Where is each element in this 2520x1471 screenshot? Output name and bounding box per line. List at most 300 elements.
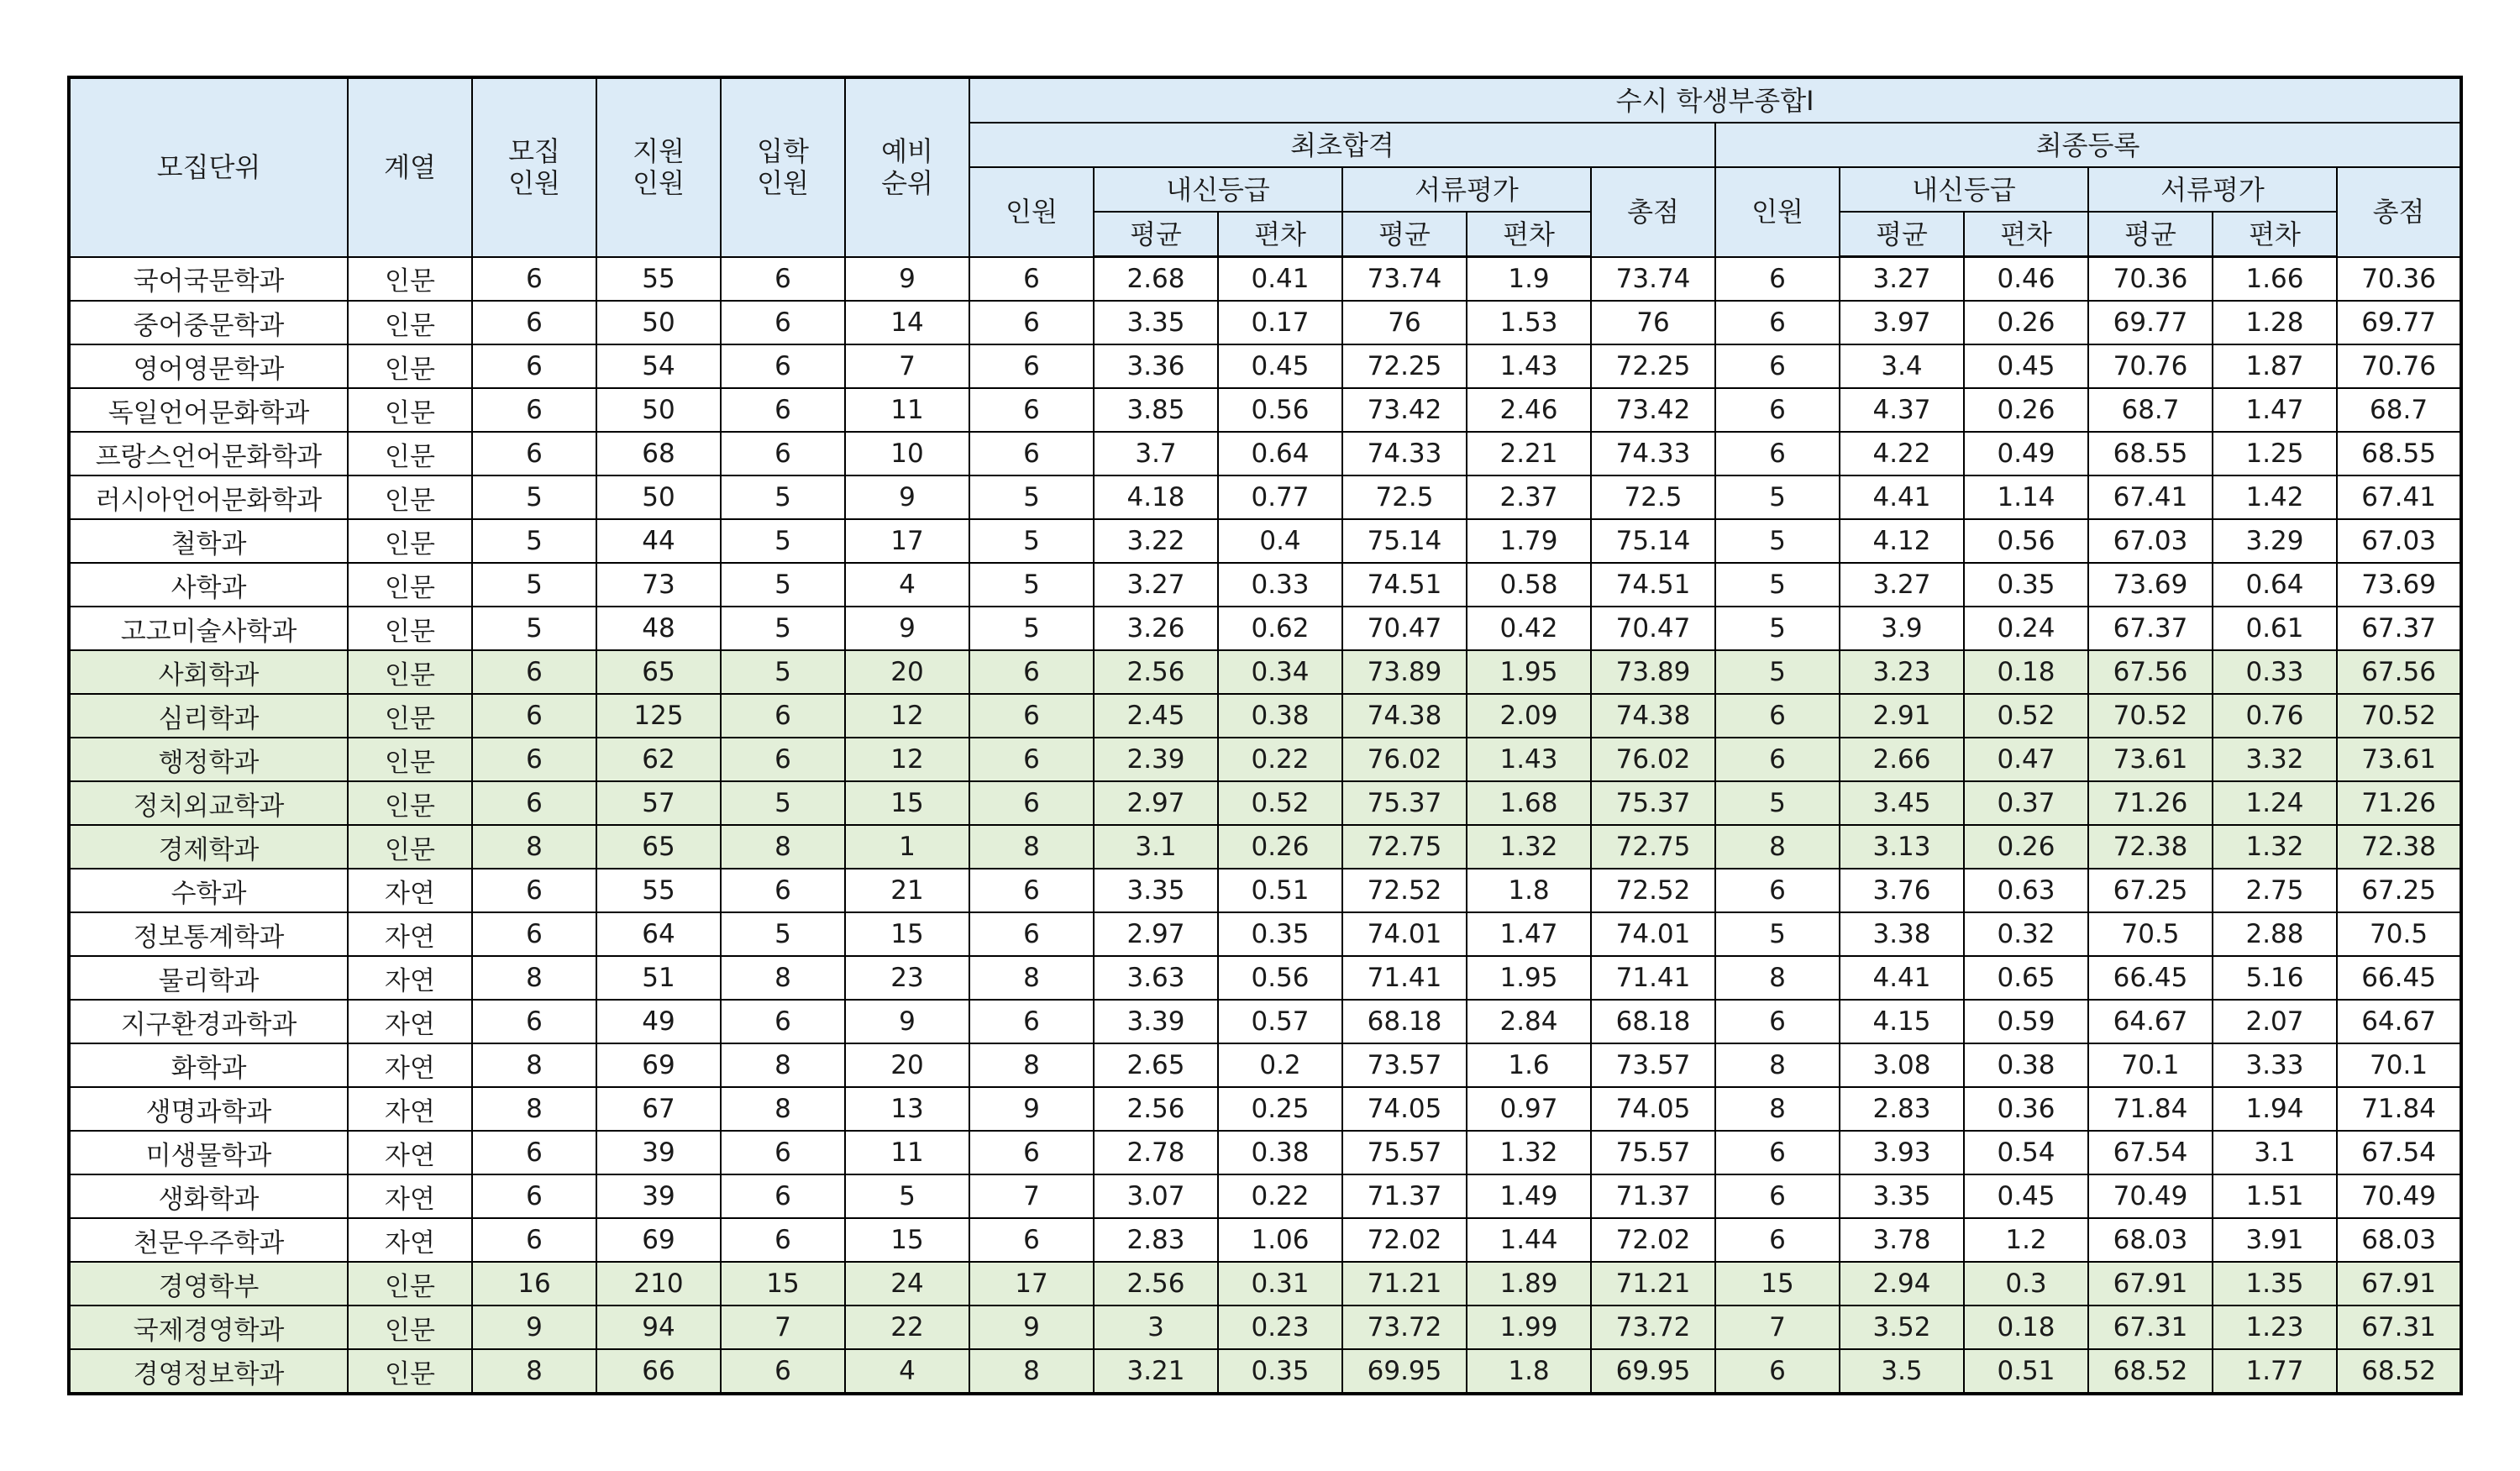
cell-first-total: 74.38 — [1591, 694, 1715, 738]
cell-admit-count: 5 — [721, 475, 845, 519]
header-first-count: 인원 — [969, 167, 1094, 257]
cell-category: 인문 — [348, 563, 472, 607]
cell-first-naesin-dev: 0.22 — [1218, 738, 1342, 781]
cell-first-docs-avg: 72.52 — [1342, 869, 1467, 912]
cell-first-docs-avg: 75.37 — [1342, 781, 1467, 825]
cell-final-docs-dev: 1.66 — [2213, 257, 2337, 302]
cell-first-docs-avg: 74.05 — [1342, 1087, 1467, 1131]
cell-apply-count: 55 — [596, 869, 721, 912]
cell-admit-count: 6 — [721, 1131, 845, 1174]
cell-admit-count: 15 — [721, 1262, 845, 1306]
cell-category: 자연 — [348, 956, 472, 1000]
cell-recruit-count: 6 — [472, 869, 596, 912]
cell-final-total: 73.61 — [2337, 738, 2461, 781]
cell-final-count: 6 — [1715, 1174, 1840, 1218]
cell-waitlist-rank: 12 — [845, 694, 969, 738]
cell-admit-count: 6 — [721, 1000, 845, 1043]
header-final-naesin: 내신등급 — [1840, 167, 2088, 212]
cell-unit-name: 화학과 — [69, 1043, 348, 1087]
cell-final-docs-avg: 67.25 — [2088, 869, 2213, 912]
cell-unit-name: 경영정보학과 — [69, 1349, 348, 1394]
cell-waitlist-rank: 22 — [845, 1306, 969, 1349]
cell-category: 자연 — [348, 1000, 472, 1043]
cell-apply-count: 73 — [596, 563, 721, 607]
cell-first-naesin-avg: 3.36 — [1094, 344, 1218, 388]
cell-first-count: 6 — [969, 257, 1094, 302]
cell-waitlist-rank: 15 — [845, 912, 969, 956]
cell-final-naesin-dev: 0.38 — [1964, 1043, 2088, 1087]
cell-final-count: 6 — [1715, 869, 1840, 912]
cell-first-docs-dev: 2.09 — [1467, 694, 1591, 738]
cell-final-naesin-dev: 0.18 — [1964, 1306, 2088, 1349]
cell-final-docs-avg: 68.7 — [2088, 388, 2213, 432]
cell-first-total: 70.47 — [1591, 607, 1715, 650]
cell-final-naesin-dev: 0.51 — [1964, 1349, 2088, 1394]
cell-final-total: 72.38 — [2337, 825, 2461, 869]
cell-final-naesin-avg: 3.45 — [1840, 781, 1964, 825]
header-final-reg: 최종등록 — [1715, 123, 2461, 167]
cell-final-docs-avg: 67.91 — [2088, 1262, 2213, 1306]
cell-first-naesin-avg: 2.45 — [1094, 694, 1218, 738]
cell-admit-count: 8 — [721, 825, 845, 869]
cell-final-count: 6 — [1715, 257, 1840, 302]
cell-apply-count: 69 — [596, 1043, 721, 1087]
cell-recruit-count: 9 — [472, 1306, 596, 1349]
cell-final-count: 8 — [1715, 825, 1840, 869]
header-admit: 입학 인원 — [721, 77, 845, 257]
cell-first-naesin-avg: 3.85 — [1094, 388, 1218, 432]
cell-category: 자연 — [348, 1218, 472, 1262]
cell-unit-name: 영어영문학과 — [69, 344, 348, 388]
table-row — [69, 301, 2461, 344]
cell-first-naesin-dev: 0.25 — [1218, 1087, 1342, 1131]
cell-final-docs-avg: 67.56 — [2088, 650, 2213, 694]
cell-final-count: 6 — [1715, 694, 1840, 738]
cell-first-docs-dev: 2.21 — [1467, 432, 1591, 475]
cell-first-docs-dev: 1.8 — [1467, 869, 1591, 912]
cell-first-docs-dev: 1.95 — [1467, 650, 1591, 694]
cell-final-docs-avg: 68.52 — [2088, 1349, 2213, 1394]
cell-first-count: 8 — [969, 825, 1094, 869]
cell-final-docs-dev: 1.47 — [2213, 388, 2337, 432]
cell-first-docs-dev: 1.79 — [1467, 519, 1591, 563]
cell-first-count: 17 — [969, 1262, 1094, 1306]
cell-final-docs-avg: 73.69 — [2088, 563, 2213, 607]
cell-final-docs-avg: 70.36 — [2088, 257, 2213, 302]
cell-first-naesin-dev: 0.77 — [1218, 475, 1342, 519]
table-row — [69, 1174, 2461, 1218]
cell-admit-count: 8 — [721, 1087, 845, 1131]
cell-category: 인문 — [348, 694, 472, 738]
cell-first-total: 71.21 — [1591, 1262, 1715, 1306]
cell-recruit-count: 6 — [472, 344, 596, 388]
cell-waitlist-rank: 20 — [845, 650, 969, 694]
cell-final-naesin-avg: 3.9 — [1840, 607, 1964, 650]
cell-final-count: 15 — [1715, 1262, 1840, 1306]
cell-first-naesin-avg: 3.35 — [1094, 301, 1218, 344]
cell-unit-name: 철학과 — [69, 519, 348, 563]
cell-final-naesin-avg: 4.37 — [1840, 388, 1964, 432]
cell-first-count: 5 — [969, 519, 1094, 563]
cell-waitlist-rank: 24 — [845, 1262, 969, 1306]
cell-recruit-count: 8 — [472, 1087, 596, 1131]
cell-first-naesin-avg: 2.56 — [1094, 1087, 1218, 1131]
header-final-naesin-dev: 편차 — [1964, 212, 2088, 257]
cell-first-total: 72.75 — [1591, 825, 1715, 869]
cell-unit-name: 천문우주학과 — [69, 1218, 348, 1262]
table-row — [69, 475, 2461, 519]
cell-final-total: 67.56 — [2337, 650, 2461, 694]
cell-unit-name: 지구환경과학과 — [69, 1000, 348, 1043]
cell-first-docs-dev: 1.68 — [1467, 781, 1591, 825]
table-row — [69, 1349, 2461, 1394]
cell-final-naesin-avg: 3.4 — [1840, 344, 1964, 388]
cell-first-naesin-avg: 3.1 — [1094, 825, 1218, 869]
cell-final-naesin-dev: 0.18 — [1964, 650, 2088, 694]
cell-first-count: 6 — [969, 1218, 1094, 1262]
cell-first-docs-avg: 69.95 — [1342, 1349, 1467, 1394]
cell-admit-count: 6 — [721, 738, 845, 781]
cell-first-count: 9 — [969, 1306, 1094, 1349]
cell-apply-count: 66 — [596, 1349, 721, 1394]
cell-waitlist-rank: 1 — [845, 825, 969, 869]
cell-first-docs-dev: 1.99 — [1467, 1306, 1591, 1349]
cell-first-total: 72.52 — [1591, 869, 1715, 912]
cell-unit-name: 사학과 — [69, 563, 348, 607]
cell-first-naesin-avg: 3.07 — [1094, 1174, 1218, 1218]
cell-first-docs-dev: 2.37 — [1467, 475, 1591, 519]
cell-first-count: 6 — [969, 301, 1094, 344]
cell-first-docs-dev: 1.8 — [1467, 1349, 1591, 1394]
cell-category: 인문 — [348, 432, 472, 475]
cell-first-docs-dev: 1.9 — [1467, 257, 1591, 302]
cell-first-count: 6 — [969, 781, 1094, 825]
cell-final-docs-avg: 67.37 — [2088, 607, 2213, 650]
cell-waitlist-rank: 4 — [845, 1349, 969, 1394]
cell-final-naesin-dev: 0.3 — [1964, 1262, 2088, 1306]
header-final-naesin-avg: 평균 — [1840, 212, 1964, 257]
cell-apply-count: 39 — [596, 1131, 721, 1174]
header-first-docs-avg: 평균 — [1342, 212, 1467, 257]
cell-waitlist-rank: 5 — [845, 1174, 969, 1218]
cell-final-total: 68.7 — [2337, 388, 2461, 432]
cell-final-naesin-avg: 3.93 — [1840, 1131, 1964, 1174]
cell-apply-count: 50 — [596, 301, 721, 344]
cell-final-naesin-avg: 3.13 — [1840, 825, 1964, 869]
cell-final-naesin-avg: 2.91 — [1840, 694, 1964, 738]
header-first-naesin-dev: 편차 — [1218, 212, 1342, 257]
cell-first-docs-avg: 72.75 — [1342, 825, 1467, 869]
cell-final-docs-dev: 0.33 — [2213, 650, 2337, 694]
cell-first-naesin-avg: 2.68 — [1094, 257, 1218, 302]
cell-category: 인문 — [348, 475, 472, 519]
header-first-docs: 서류평가 — [1342, 167, 1591, 212]
cell-final-count: 6 — [1715, 432, 1840, 475]
cell-recruit-count: 6 — [472, 694, 596, 738]
cell-first-docs-avg: 71.41 — [1342, 956, 1467, 1000]
header-final-docs-dev: 편차 — [2213, 212, 2337, 257]
cell-first-naesin-avg: 2.97 — [1094, 912, 1218, 956]
cell-first-docs-avg: 73.72 — [1342, 1306, 1467, 1349]
cell-category: 인문 — [348, 1349, 472, 1394]
cell-apply-count: 62 — [596, 738, 721, 781]
cell-first-count: 5 — [969, 475, 1094, 519]
header-first-naesin: 내신등급 — [1094, 167, 1342, 212]
cell-waitlist-rank: 23 — [845, 956, 969, 1000]
cell-final-docs-avg: 70.1 — [2088, 1043, 2213, 1087]
cell-admit-count: 6 — [721, 1218, 845, 1262]
cell-admit-count: 5 — [721, 650, 845, 694]
cell-unit-name: 경제학과 — [69, 825, 348, 869]
cell-first-naesin-avg: 3 — [1094, 1306, 1218, 1349]
cell-recruit-count: 6 — [472, 1174, 596, 1218]
cell-first-docs-dev: 1.32 — [1467, 1131, 1591, 1174]
cell-first-naesin-dev: 0.52 — [1218, 781, 1342, 825]
cell-final-docs-dev: 1.77 — [2213, 1349, 2337, 1394]
cell-unit-name: 중어중문학과 — [69, 301, 348, 344]
cell-first-docs-dev: 0.97 — [1467, 1087, 1591, 1131]
cell-apply-count: 51 — [596, 956, 721, 1000]
cell-first-naesin-dev: 0.23 — [1218, 1306, 1342, 1349]
cell-unit-name: 미생물학과 — [69, 1131, 348, 1174]
cell-recruit-count: 16 — [472, 1262, 596, 1306]
cell-final-naesin-dev: 0.24 — [1964, 607, 2088, 650]
cell-first-total: 69.95 — [1591, 1349, 1715, 1394]
cell-final-docs-dev: 3.32 — [2213, 738, 2337, 781]
cell-first-naesin-dev: 0.35 — [1218, 912, 1342, 956]
cell-first-total: 68.18 — [1591, 1000, 1715, 1043]
cell-first-docs-dev: 1.53 — [1467, 301, 1591, 344]
cell-final-naesin-avg: 4.22 — [1840, 432, 1964, 475]
cell-final-docs-dev: 1.35 — [2213, 1262, 2337, 1306]
cell-final-naesin-avg: 3.78 — [1840, 1218, 1964, 1262]
table-row — [69, 912, 2461, 956]
cell-unit-name: 프랑스언어문화학과 — [69, 432, 348, 475]
cell-first-naesin-dev: 0.62 — [1218, 607, 1342, 650]
table-row — [69, 519, 2461, 563]
cell-first-docs-avg: 68.18 — [1342, 1000, 1467, 1043]
cell-first-total: 71.37 — [1591, 1174, 1715, 1218]
cell-final-docs-dev: 3.33 — [2213, 1043, 2337, 1087]
cell-final-total: 71.26 — [2337, 781, 2461, 825]
cell-final-docs-dev: 0.64 — [2213, 563, 2337, 607]
cell-apply-count: 65 — [596, 825, 721, 869]
cell-first-docs-dev: 1.49 — [1467, 1174, 1591, 1218]
cell-unit-name: 사회학과 — [69, 650, 348, 694]
cell-final-total: 67.03 — [2337, 519, 2461, 563]
cell-apply-count: 65 — [596, 650, 721, 694]
cell-first-naesin-avg: 3.63 — [1094, 956, 1218, 1000]
cell-first-count: 5 — [969, 563, 1094, 607]
cell-category: 자연 — [348, 1043, 472, 1087]
cell-first-total: 73.89 — [1591, 650, 1715, 694]
cell-admit-count: 6 — [721, 1174, 845, 1218]
cell-final-docs-dev: 5.16 — [2213, 956, 2337, 1000]
cell-admit-count: 6 — [721, 869, 845, 912]
cell-first-naesin-avg: 3.26 — [1094, 607, 1218, 650]
cell-first-naesin-dev: 0.38 — [1218, 694, 1342, 738]
cell-final-docs-dev: 1.24 — [2213, 781, 2337, 825]
cell-waitlist-rank: 7 — [845, 344, 969, 388]
cell-final-naesin-avg: 4.41 — [1840, 956, 1964, 1000]
cell-first-docs-avg: 75.14 — [1342, 519, 1467, 563]
cell-first-count: 5 — [969, 607, 1094, 650]
cell-final-count: 5 — [1715, 607, 1840, 650]
cell-final-naesin-avg: 3.27 — [1840, 563, 1964, 607]
cell-admit-count: 6 — [721, 694, 845, 738]
cell-first-total: 71.41 — [1591, 956, 1715, 1000]
cell-first-total: 75.57 — [1591, 1131, 1715, 1174]
cell-final-count: 5 — [1715, 781, 1840, 825]
cell-first-total: 72.25 — [1591, 344, 1715, 388]
cell-recruit-count: 5 — [472, 475, 596, 519]
cell-first-count: 6 — [969, 1000, 1094, 1043]
cell-recruit-count: 6 — [472, 912, 596, 956]
cell-first-naesin-dev: 0.33 — [1218, 563, 1342, 607]
cell-first-count: 6 — [969, 650, 1094, 694]
cell-final-naesin-dev: 0.56 — [1964, 519, 2088, 563]
cell-final-count: 5 — [1715, 519, 1840, 563]
cell-first-naesin-dev: 0.64 — [1218, 432, 1342, 475]
cell-final-naesin-dev: 0.26 — [1964, 301, 2088, 344]
cell-final-docs-dev: 2.75 — [2213, 869, 2337, 912]
cell-first-naesin-avg: 3.21 — [1094, 1349, 1218, 1394]
cell-recruit-count: 8 — [472, 1043, 596, 1087]
cell-recruit-count: 5 — [472, 607, 596, 650]
cell-recruit-count: 6 — [472, 1000, 596, 1043]
table-row — [69, 781, 2461, 825]
cell-recruit-count: 6 — [472, 301, 596, 344]
cell-unit-name: 고고미술사학과 — [69, 607, 348, 650]
cell-category: 인문 — [348, 781, 472, 825]
cell-recruit-count: 8 — [472, 825, 596, 869]
cell-admit-count: 5 — [721, 781, 845, 825]
cell-first-count: 7 — [969, 1174, 1094, 1218]
cell-first-total: 76 — [1591, 301, 1715, 344]
cell-final-docs-dev: 1.87 — [2213, 344, 2337, 388]
header-final-docs-avg: 평균 — [2088, 212, 2213, 257]
header-first-docs-dev: 편차 — [1467, 212, 1591, 257]
cell-unit-name: 독일언어문화학과 — [69, 388, 348, 432]
cell-waitlist-rank: 9 — [845, 257, 969, 302]
cell-final-docs-avg: 67.54 — [2088, 1131, 2213, 1174]
cell-admit-count: 6 — [721, 432, 845, 475]
cell-final-docs-dev: 1.42 — [2213, 475, 2337, 519]
cell-final-naesin-avg: 3.35 — [1840, 1174, 1964, 1218]
table-row — [69, 738, 2461, 781]
table-row — [69, 650, 2461, 694]
cell-category: 자연 — [348, 1131, 472, 1174]
cell-admit-count: 7 — [721, 1306, 845, 1349]
cell-first-naesin-dev: 0.17 — [1218, 301, 1342, 344]
cell-final-count: 8 — [1715, 1043, 1840, 1087]
cell-first-docs-avg: 74.33 — [1342, 432, 1467, 475]
table-row — [69, 432, 2461, 475]
table-row — [69, 344, 2461, 388]
cell-final-naesin-dev: 0.36 — [1964, 1087, 2088, 1131]
cell-first-docs-dev: 0.42 — [1467, 607, 1591, 650]
header-apply: 지원 인원 — [596, 77, 721, 257]
cell-final-count: 7 — [1715, 1306, 1840, 1349]
cell-first-naesin-dev: 0.56 — [1218, 956, 1342, 1000]
cell-final-naesin-dev: 0.47 — [1964, 738, 2088, 781]
cell-apply-count: 48 — [596, 607, 721, 650]
cell-first-docs-dev: 0.58 — [1467, 563, 1591, 607]
cell-first-total: 73.72 — [1591, 1306, 1715, 1349]
cell-recruit-count: 5 — [472, 519, 596, 563]
table-row — [69, 563, 2461, 607]
cell-first-docs-dev: 2.84 — [1467, 1000, 1591, 1043]
cell-apply-count: 67 — [596, 1087, 721, 1131]
cell-waitlist-rank: 21 — [845, 869, 969, 912]
cell-final-docs-dev: 1.51 — [2213, 1174, 2337, 1218]
cell-final-naesin-dev: 1.14 — [1964, 475, 2088, 519]
cell-final-total: 73.69 — [2337, 563, 2461, 607]
cell-first-count: 6 — [969, 869, 1094, 912]
cell-final-count: 5 — [1715, 650, 1840, 694]
cell-unit-name: 경영학부 — [69, 1262, 348, 1306]
cell-final-naesin-avg: 4.15 — [1840, 1000, 1964, 1043]
cell-first-count: 6 — [969, 694, 1094, 738]
cell-recruit-count: 6 — [472, 388, 596, 432]
cell-final-docs-dev: 0.61 — [2213, 607, 2337, 650]
cell-final-docs-avg: 66.45 — [2088, 956, 2213, 1000]
header-final-docs: 서류평가 — [2088, 167, 2337, 212]
cell-final-total: 67.37 — [2337, 607, 2461, 650]
cell-apply-count: 50 — [596, 388, 721, 432]
cell-first-docs-avg: 75.57 — [1342, 1131, 1467, 1174]
cell-final-docs-avg: 70.76 — [2088, 344, 2213, 388]
cell-recruit-count: 6 — [472, 257, 596, 302]
cell-final-total: 67.31 — [2337, 1306, 2461, 1349]
cell-final-count: 8 — [1715, 956, 1840, 1000]
cell-final-naesin-avg: 3.97 — [1840, 301, 1964, 344]
cell-first-total: 74.05 — [1591, 1087, 1715, 1131]
cell-final-docs-avg: 69.77 — [2088, 301, 2213, 344]
cell-first-total: 76.02 — [1591, 738, 1715, 781]
cell-final-docs-dev: 3.29 — [2213, 519, 2337, 563]
cell-final-docs-avg: 67.31 — [2088, 1306, 2213, 1349]
cell-final-naesin-dev: 0.26 — [1964, 825, 2088, 869]
cell-first-total: 74.33 — [1591, 432, 1715, 475]
cell-final-naesin-dev: 0.65 — [1964, 956, 2088, 1000]
cell-final-count: 8 — [1715, 1087, 1840, 1131]
cell-first-naesin-dev: 0.34 — [1218, 650, 1342, 694]
cell-first-total: 72.02 — [1591, 1218, 1715, 1262]
admission-results-table — [67, 76, 2463, 1395]
cell-first-total: 75.37 — [1591, 781, 1715, 825]
header-first-total: 총점 — [1591, 167, 1715, 257]
cell-apply-count: 44 — [596, 519, 721, 563]
cell-recruit-count: 8 — [472, 956, 596, 1000]
cell-final-naesin-avg: 3.76 — [1840, 869, 1964, 912]
cell-recruit-count: 6 — [472, 650, 596, 694]
cell-first-docs-avg: 72.5 — [1342, 475, 1467, 519]
cell-first-docs-avg: 71.37 — [1342, 1174, 1467, 1218]
header-first-naesin-avg: 평균 — [1094, 212, 1218, 257]
cell-final-count: 6 — [1715, 1218, 1840, 1262]
cell-unit-name: 국제경영학과 — [69, 1306, 348, 1349]
cell-first-docs-dev: 1.6 — [1467, 1043, 1591, 1087]
cell-admit-count: 6 — [721, 257, 845, 302]
cell-unit-name: 심리학과 — [69, 694, 348, 738]
cell-admit-count: 6 — [721, 1349, 845, 1394]
cell-final-docs-avg: 70.52 — [2088, 694, 2213, 738]
cell-final-docs-dev: 1.94 — [2213, 1087, 2337, 1131]
cell-first-total: 73.57 — [1591, 1043, 1715, 1087]
cell-first-total: 74.51 — [1591, 563, 1715, 607]
cell-first-docs-avg: 74.51 — [1342, 563, 1467, 607]
